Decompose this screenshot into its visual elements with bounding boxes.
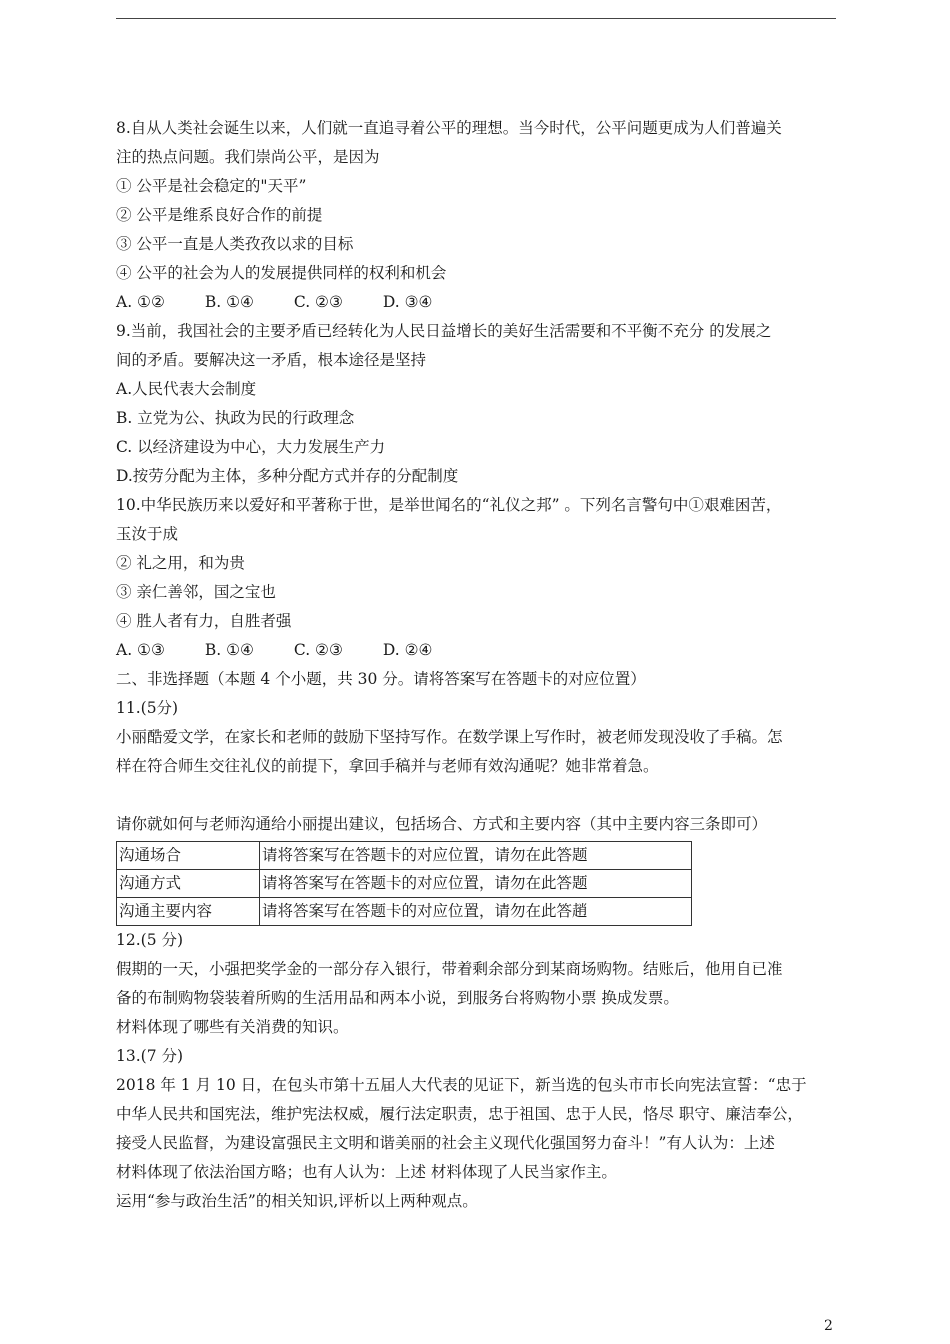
section-2-heading: 二、非选择题（本题 4 个小题，共 30 分。请将答案写在答题卡的对应位置） (116, 670, 646, 688)
q8-stem-1: 8.自从人类社会诞生以来，人们就一直追寻着公平的理想。当今时代，公平问题更成为人们普遍关 (116, 119, 782, 137)
header-rule (116, 18, 836, 19)
q8-item: ④ 公平的社会为人的发展提供同样的权利和机会 (116, 264, 447, 282)
table-label: 沟通方式 (117, 870, 260, 898)
q9-stem-2: 间的矛盾。要解决这一矛盾，根本途径是坚持 (116, 351, 427, 369)
table-row (117, 870, 692, 898)
q12-head: 12.(5 分) (116, 931, 184, 949)
q8-option-d: D. ③④ (382, 293, 433, 311)
q12-body-3: 材料体现了哪些有关消费的知识。 (116, 1018, 349, 1036)
q13-body-3: 接受人民监督，为建设富强民主文明和谐美丽的社会主义现代化强国努力奋斗！”有人认为：上述 (116, 1134, 775, 1152)
q10-stem-1: 10.中华民族历来以爱好和平著称于世，是举世闻名的“礼仪之邦” 。下列名言警句中①艰难困苦， (116, 496, 782, 514)
q9-choice-a: A.人民代表大会制度 (116, 380, 257, 398)
q12-body-2: 备的布制购物袋装着所购的生活用品和两本小说，到服务台将购物小票 换成发票。 (116, 989, 679, 1007)
q8-item: ③ 公平一直是人类孜孜以求的目标 (116, 235, 354, 253)
table-label: 沟通场合 (117, 842, 260, 870)
q11-body-2: 样在符合师生交往礼仪的前提下，拿回手稿并与老师有效沟通呢？她非常着急。 (116, 757, 659, 775)
q9-choice-b: B. 立党为公、执政为民的行政理念 (116, 409, 355, 427)
communication-table (116, 841, 692, 926)
q8-option-b: B. ①④ (204, 293, 254, 311)
table-row (117, 842, 692, 870)
q10-item: ③ 亲仁善邻，国之宝也 (116, 583, 276, 601)
q11-head: 11.(5分) (116, 699, 179, 717)
q8-option-c: C. ②③ (293, 293, 343, 311)
table-value: 请将答案写在答题卡的对应位置，请勿在此答题 (260, 870, 692, 898)
q10-option-c: C. ②③ (293, 641, 343, 659)
table-label: 沟通主要内容 (117, 898, 260, 926)
q13-body-4: 材料体现了依法治国方略；也有人认为：上述 材料体现了人民当家作主。 (116, 1163, 617, 1181)
q10-option-b: B. ①④ (204, 641, 254, 659)
page-number: 2 (824, 1318, 833, 1334)
q8-stem-2: 注的热点问题。我们崇尚公平，是因为 (116, 148, 380, 166)
q10-stem-2: 玉汝于成 (116, 525, 179, 543)
q12-body-1: 假期的一天，小强把奖学金的一部分存入银行，带着剩余部分到某商场购物。结账后，他用自已准 (116, 960, 783, 978)
q8-item: ② 公平是维系良好合作的前提 (116, 206, 323, 224)
table-row (117, 898, 692, 926)
q9-choice-c: C. 以经济建设为中心，大力发展生产力 (116, 438, 386, 456)
q9-choice-d: D.按劳分配为主体，多种分配方式并存的分配制度 (116, 467, 459, 485)
q10-item: ② 礼之用，和为贵 (116, 554, 245, 572)
q10-option-d: D. ②④ (382, 641, 433, 659)
q11-body-1: 小丽酷爱文学，在家长和老师的鼓励下坚持写作。在数学课上写作时，被老师发现没收了手稿。怎 (116, 728, 783, 746)
q13-body-2: 中华人民共和国宪法，维护宪法权威，履行法定职责，忠于祖国、忠于人民，恪尽 职守、廉洁奉公， (116, 1105, 803, 1123)
q10-item: ④ 胜人者有力，自胜者强 (116, 612, 292, 630)
table-value: 请将答案写在答题卡的对应位置，请勿在此答趙 (260, 898, 692, 926)
table-value: 请将答案写在答题卡的对应位置，请勿在此答题 (260, 842, 692, 870)
q8-options (116, 288, 846, 317)
q8-option-a: A. ①② (116, 293, 165, 311)
q10-option-a: A. ①③ (116, 641, 165, 659)
q13-body-1: 2018 年 1 月 10 日，在包头市第十五届人大代表的见证下，新当选的包头市市长向宪法宣誓：“忠于 (116, 1076, 807, 1094)
q13-body-5: 运用“参与政治生活”的相关知识,评析以上两种观点。 (116, 1192, 478, 1210)
page-content (116, 114, 846, 1216)
q9-stem-1: 9.当前，我国社会的主要矛盾已经转化为人民日益增长的美好生活需要和不平衡不充分 的发展之 (116, 322, 772, 340)
q10-options (116, 636, 846, 665)
q8-item: ① 公平是社会稳定的"天平” (116, 177, 307, 195)
q11-ask: 请你就如何与老师沟通给小丽提出建议，包括场合、方式和主要内容（其中主要内容三条即可） (116, 815, 768, 833)
q13-head: 13.(7 分) (116, 1047, 184, 1065)
